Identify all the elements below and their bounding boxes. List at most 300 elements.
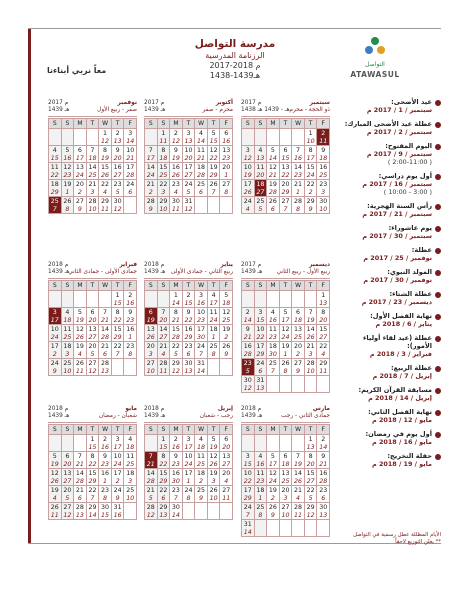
weekday-header: W [292,425,305,435]
hijri-day: 13 [319,511,328,519]
day-cell [183,469,196,486]
hijri-day: 6 [161,494,166,502]
hijri-day: 10 [63,367,72,375]
gregorian-day: 22 [88,487,97,494]
gregorian-day: 24 [184,181,193,188]
gregorian-day: 27 [222,181,231,188]
hijri-day: 1 [128,333,133,341]
hijri-day: 20 [159,316,168,324]
gregorian-day: 17 [256,343,265,350]
gregorian-day: 6 [65,453,70,460]
gregorian-day: 29 [159,504,168,511]
day-cell [158,469,171,486]
hijri-day: 13 [256,154,265,162]
gregorian-day: 25 [126,487,135,494]
gregorian-day: 16 [126,326,135,333]
hijri-day: 29 [209,171,218,179]
hijri-day: 3 [90,188,95,196]
day-cell [220,146,233,163]
hijri-day: 3 [308,350,313,358]
gregorian-day: 24 [126,181,135,188]
event-item [336,312,441,328]
hijri-day: 9 [115,494,120,502]
gregorian-day: 16 [171,470,180,477]
hijri-day: 23 [294,171,303,179]
gregorian-day: 17 [184,164,193,171]
gregorian-day: 3 [128,130,133,137]
day-cell [62,163,75,180]
gregorian-day: 24 [50,360,59,367]
gregorian-day: 4 [199,130,204,137]
event-title: عطلة (عيد لقاء أولياء الأمور): [363,334,432,350]
hijri-day: 26 [146,333,155,341]
gregorian-day: 23 [126,343,135,350]
gregorian-day: 16 [184,326,193,333]
gregorian-day: 22 [306,487,315,494]
hijri-day: 11 [101,205,110,213]
gregorian-day: 29 [319,360,328,367]
weekday-header: T [305,119,318,129]
hijri-day: 17 [50,316,59,324]
day-cell [208,163,221,180]
hijri-day: 28 [171,333,180,341]
hijri-day: 29 [256,350,265,358]
day-cell [292,325,305,342]
hijri-day: 10 [146,367,155,375]
month-calendar [241,406,330,537]
gregorian-day: 28 [101,360,110,367]
month-year-hijri: 1439 هـ [144,269,166,275]
hijri-day: 21 [171,316,180,324]
gregorian-day: 4 [128,436,133,443]
gregorian-day: 8 [308,453,313,460]
event-item [336,142,441,166]
gregorian-day: 2 [173,436,178,443]
hijri-day: 12 [171,367,180,375]
hijri-day: 6 [258,367,263,375]
day-cell [112,359,125,376]
day-cell [87,325,100,342]
day-cell [145,163,158,180]
event-date: إبريل / 7 / 2018 م [372,372,432,380]
month-header [144,406,233,423]
month-year-hijri: 1439 هـ [241,269,263,275]
month-name-hijri: ربيع الأول - ربيع الثاني [276,269,330,275]
event-date: مايو / 12 / 2018 م [372,416,432,424]
hijri-day: 18 [319,154,328,162]
day-cell [208,197,221,214]
hijri-day: 28 [146,477,155,485]
gregorian-day: 13 [146,326,155,333]
day-cell [220,163,233,180]
day-cell [305,486,318,503]
hijri-day: 6 [321,494,326,502]
day-cell [62,486,75,503]
day-cell [280,503,293,520]
gregorian-day: 2 [321,130,326,137]
hijri-day: 25 [88,171,97,179]
day-cell [317,520,330,537]
month-header [241,406,330,423]
gregorian-day: 9 [115,147,120,154]
hijri-day: 29 [184,333,193,341]
weekday-header: T [183,119,196,129]
day-cell [145,503,158,520]
day-cell [124,129,137,146]
hijri-day: 25 [197,460,206,468]
gregorian-day: 8 [161,453,166,460]
hijri-day: 27 [63,477,72,485]
hijri-day: 14 [171,511,180,519]
day-cell [280,325,293,342]
day-cell [99,308,112,325]
hijri-day: 10 [306,367,315,375]
hijri-day: 20 [113,154,122,162]
day-cell [305,146,318,163]
gregorian-day: 6 [224,436,229,443]
gregorian-day: 14 [159,326,168,333]
day-cell [195,146,208,163]
hijri-day: 11 [319,137,328,145]
hijri-day: 22 [159,460,168,468]
weekday-header: S [145,425,158,435]
gregorian-day: 10 [113,453,122,460]
day-cell [183,452,196,469]
day-cell [242,359,255,376]
day-cell [208,325,221,342]
hijri-day: 1 [224,171,229,179]
day-cell [220,503,233,520]
gregorian-day: 4 [270,309,275,316]
day-cell [292,129,305,146]
day-cell [305,308,318,325]
gregorian-day: 11 [268,326,277,333]
month-year-gregorian: 2017 م [48,100,69,106]
hijri-day: 27 [113,171,122,179]
hijri-day: 4 [77,350,82,358]
hijri-day: 18 [159,154,168,162]
gregorian-day: 20 [222,164,231,171]
weekday-header: F [317,425,330,435]
day-cell [124,197,137,214]
event-title: اليوم المفتوح: [385,142,432,150]
hijri-day: 8 [283,367,288,375]
event-date: سبتمبر / 2 / 2017 م [366,128,432,136]
month-year-hijri: 1439 هـ [48,107,70,113]
gregorian-day: 10 [184,147,193,154]
gregorian-day: 25 [197,487,206,494]
hijri-day: 15 [88,443,97,451]
gregorian-day: 7 [148,147,153,154]
gregorian-day: 15 [306,164,315,171]
day-cell [255,376,268,393]
hijri-day: 3 [161,188,166,196]
hijri-day: 17 [209,299,218,307]
hijri-day: 12 [88,367,97,375]
day-cell [208,503,221,520]
day-cell [317,129,330,146]
hijri-day: 25 [319,171,328,179]
day-cell [145,435,158,452]
day-cell [145,180,158,197]
day-cell [124,342,137,359]
gregorian-day: 10 [243,164,252,171]
hijri-day: 5 [65,494,70,502]
day-cell [112,291,125,308]
day-cell [220,469,233,486]
gregorian-day: 3 [186,436,191,443]
month-header [241,262,330,279]
hijri-day: 23 [197,316,206,324]
gregorian-day: 14 [294,470,303,477]
hijri-day: 24 [113,460,122,468]
gregorian-day: 15 [306,470,315,477]
gregorian-day: 19 [209,164,218,171]
gregorian-day: 28 [294,198,303,205]
day-cell [170,503,183,520]
hijri-day: 2 [148,188,153,196]
day-cell [280,291,293,308]
gregorian-day: 31 [113,504,122,511]
weekday-header: M [267,281,280,291]
gregorian-day: 10 [50,326,59,333]
event-title: نهاية الفصل الأول: [370,312,432,320]
hijri-day: 17 [306,154,315,162]
year-gregorian: 2017-2018 م [209,61,261,70]
day-cell [170,469,183,486]
month-year-gregorian: 2018 م [144,406,165,412]
gregorian-day: 26 [63,198,72,205]
event-item [336,120,441,136]
day-cell [305,342,318,359]
day-cell [292,469,305,486]
day-cell [112,146,125,163]
gregorian-day: 29 [101,198,110,205]
day-cell [305,163,318,180]
weekday-header: T [208,119,221,129]
day-cell [242,342,255,359]
gregorian-day: 25 [50,198,59,205]
day-cell [74,359,87,376]
weekday-header: W [99,119,112,129]
day-cell [280,163,293,180]
event-date: نوفمبر / 30 / 2017 م [363,276,432,284]
hijri-day: 2 [199,477,204,485]
hijri-day: 29 [243,494,252,502]
day-cell [255,146,268,163]
gregorian-day: 30 [184,360,193,367]
gregorian-day: 18 [197,164,206,171]
gregorian-day: 23 [171,181,180,188]
day-cell [145,291,158,308]
hijri-day: 5 [115,188,120,196]
gregorian-day: 18 [63,343,72,350]
gregorian-day: 30 [319,504,328,511]
gregorian-day: 15 [159,164,168,171]
gregorian-day: 1 [173,292,178,299]
day-cell [305,452,318,469]
day-cell [255,291,268,308]
gregorian-day: 20 [88,343,97,350]
month-name-hijri: رجب - شعبان [199,413,233,419]
hijri-day: 30 [171,477,180,485]
day-cell [267,180,280,197]
day-cell [220,486,233,503]
weekday-header: F [124,425,137,435]
gregorian-day: 8 [308,147,313,154]
day-cell [292,503,305,520]
day-cell [99,129,112,146]
day-cell [280,376,293,393]
day-cell [87,469,100,486]
gregorian-day: 13 [281,470,290,477]
day-cell [242,197,255,214]
gregorian-day: 10 [197,309,206,316]
hijri-day: 25 [294,333,303,341]
gregorian-day: 4 [52,147,57,154]
day-cell [62,469,75,486]
top-rule [28,28,441,29]
gregorian-day: 1 [321,292,326,299]
gregorian-day: 24 [243,198,252,205]
event-title: عطلة عيد الأضحى المبارك: [344,120,432,128]
hijri-day: 8 [296,205,301,213]
hijri-day: 16 [101,443,110,451]
hijri-day: 18 [281,460,290,468]
bullet-icon [435,432,441,438]
hijri-day: 22 [256,333,265,341]
day-cell [280,342,293,359]
day-cell [255,435,268,452]
weekday-header: T [112,119,125,129]
gregorian-day: 13 [281,164,290,171]
hijri-day: 17 [184,443,193,451]
day-cell [305,359,318,376]
hijri-day: 3 [283,494,288,502]
hijri-day: 18 [126,443,135,451]
event-title: نهاية الفصل الثاني: [368,408,432,416]
hijri-day: 1 [186,477,191,485]
day-cell [317,308,330,325]
hijri-day: 26 [243,188,252,196]
day-cell [242,325,255,342]
logo [340,35,410,79]
hijri-day: 25 [126,460,135,468]
day-cell [124,486,137,503]
day-cell [255,452,268,469]
day-cell [99,197,112,214]
weekday-header: M [170,281,183,291]
hijri-day: 1 [258,494,263,502]
gregorian-day: 20 [294,343,303,350]
gregorian-day: 18 [209,326,218,333]
gregorian-day: 9 [321,453,326,460]
gregorian-day: 12 [63,164,72,171]
hijri-day: 3 [211,477,216,485]
gregorian-day: 18 [268,343,277,350]
gregorian-day: 30 [243,377,252,384]
month-grid [48,118,137,214]
day-cell [183,342,196,359]
day-cell [292,359,305,376]
day-cell [305,469,318,486]
gregorian-day: 25 [268,360,277,367]
hijri-day: 20 [63,460,72,468]
hijri-day: 17 [75,154,84,162]
hijri-day: 23 [126,316,135,324]
hijri-day: 14 [243,316,252,324]
gregorian-day: 23 [319,487,328,494]
hijri-day: 21 [126,154,135,162]
day-cell [292,452,305,469]
hijri-day: 25 [159,171,168,179]
day-cell [145,486,158,503]
weekday-header: S [62,425,75,435]
hijri-day: 24 [281,333,290,341]
gregorian-day: 8 [115,309,120,316]
gregorian-day: 12 [222,309,231,316]
day-cell [208,180,221,197]
day-cell [292,342,305,359]
gregorian-day: 11 [197,147,206,154]
hijri-day: 4 [161,350,166,358]
gregorian-day: 5 [211,130,216,137]
gregorian-day: 2 [115,130,120,137]
day-cell [280,469,293,486]
month-header [144,100,233,117]
events-list [336,98,441,474]
day-cell [124,359,137,376]
hijri-day: 25 [281,477,290,485]
event-date: مايو / 16 / 2018 م [372,438,432,446]
hijri-day: 13 [75,511,84,519]
hijri-day: 29 [50,188,59,196]
day-cell [220,452,233,469]
month-grid [241,424,330,537]
day-cell [112,129,125,146]
day-cell [242,146,255,163]
day-cell [242,469,255,486]
gregorian-day: 24 [197,343,206,350]
month-calendar [241,100,330,214]
hijri-day: 13 [319,299,328,307]
gregorian-day: 11 [256,164,265,171]
day-cell [255,342,268,359]
month-calendar [144,100,233,214]
hijri-day: 11 [50,511,59,519]
hijri-day: 14 [243,528,252,536]
day-cell [255,180,268,197]
day-cell [145,469,158,486]
hijri-day: 22 [50,171,59,179]
event-item [336,224,441,240]
gregorian-day: 13 [75,164,84,171]
gregorian-day: 3 [52,309,57,316]
hijri-day: 23 [268,333,277,341]
day-cell [158,342,171,359]
hijri-day: 5 [173,350,178,358]
day-cell [145,452,158,469]
day-cell [112,452,125,469]
hijri-day: 19 [146,316,155,324]
hijri-day: 19 [294,460,303,468]
day-cell [317,146,330,163]
day-cell [49,291,62,308]
weekday-header: F [124,119,137,129]
gregorian-day: 23 [184,343,193,350]
hijri-day: 7 [115,350,120,358]
day-cell [220,342,233,359]
